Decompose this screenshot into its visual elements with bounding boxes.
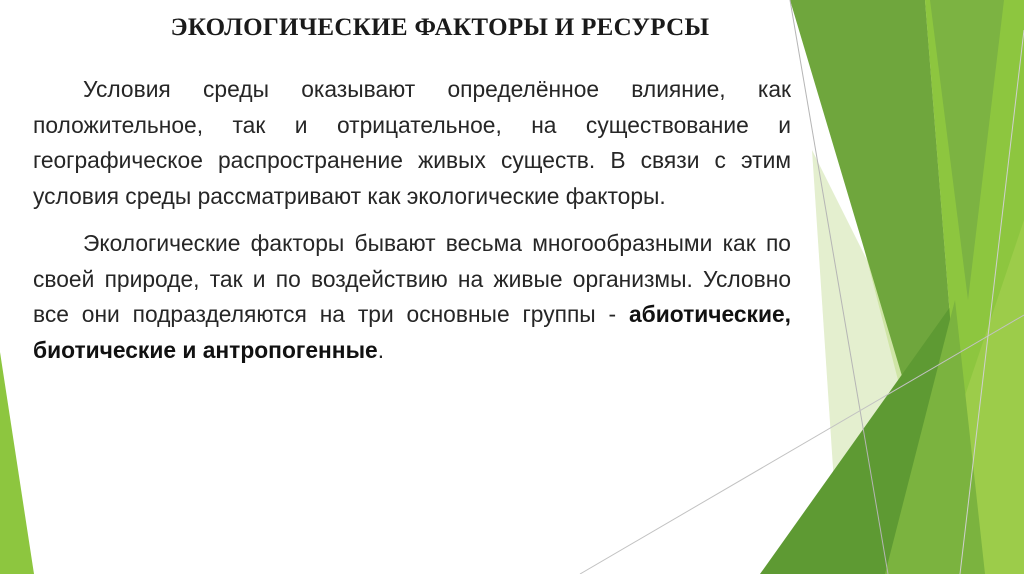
paragraph-1: Условия среды оказывают определённое влияние, как положительное, так и отрицательное, на существование и географическое распространение живых существ. В связи с этим условия среды рассматривают как экологические факторы. (33, 76, 791, 209)
slide-body (33, 72, 791, 368)
left-green-triangle (0, 352, 34, 574)
paragraph-2-end: . (377, 336, 385, 363)
paragraph-2-text: Экологические факторы бывают весьма многообразными как по своей природе, так и по воздействию на живые организмы. Условно все они подразделяются на три основные группы - (33, 230, 791, 327)
paragraph-2 (33, 226, 791, 368)
slide-title: ЭКОЛОГИЧЕСКИЕ ФАКТОРЫ И РЕСУРСЫ (170, 14, 710, 41)
factor-groups-bold: абиотические, биотические и антропогенные (33, 301, 791, 363)
